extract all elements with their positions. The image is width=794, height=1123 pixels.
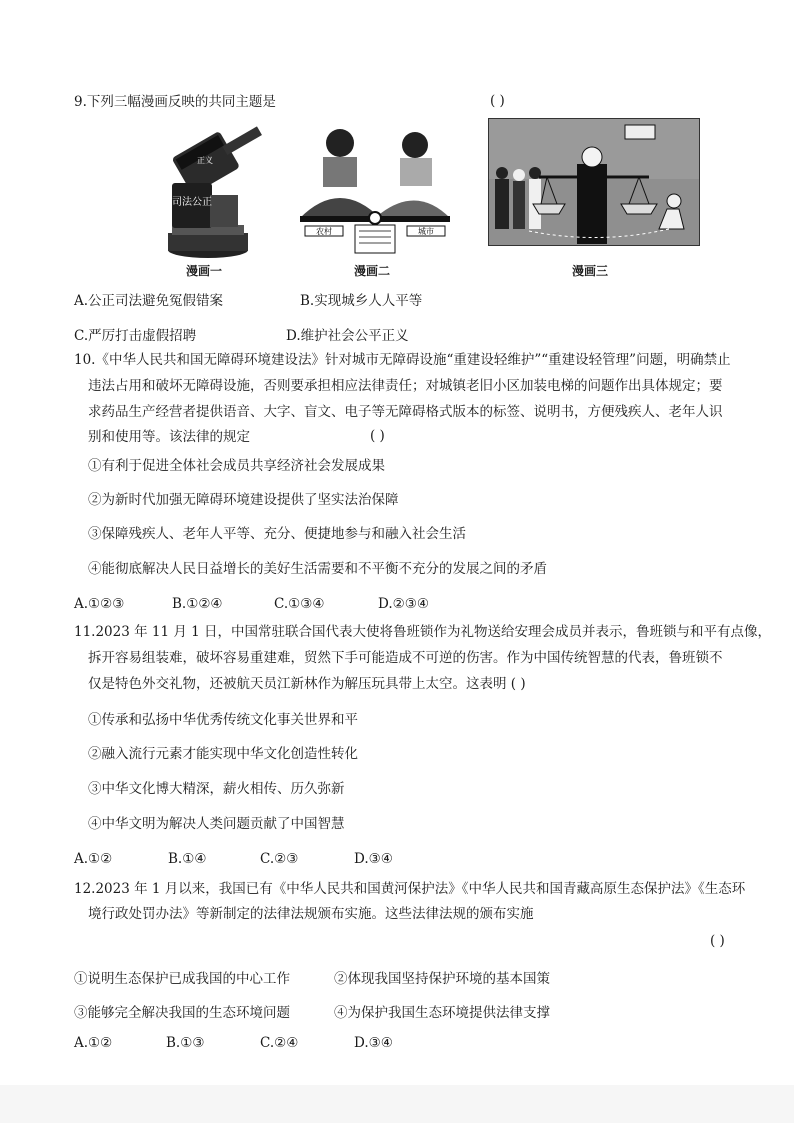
q12-item-3: ③能够完全解决我国的生态环境问题 <box>74 1005 290 1021</box>
caption-cartoon-1: 漫画一 <box>186 264 223 278</box>
caption-cartoon-2: 漫画二 <box>354 264 391 278</box>
q11-stem-line-3: 仅是特色外交礼物，还被航天员江新林作为解压玩具带上太空。这表明 ( ) <box>88 676 526 692</box>
q10-option-c: C.①③④ <box>274 596 325 612</box>
q10-stem-line-2: 违法占用和破坏无障碍设施，否则要承担相应法律责任；对城镇老旧小区加装电梯的问题作出具体规定；要 <box>88 378 723 394</box>
q9-option-b: B.实现城乡人人平等 <box>300 293 423 309</box>
q12-option-b: B.①③ <box>166 1035 205 1051</box>
q11-item-1: ①传承和弘扬中华优秀传统文化事关世界和平 <box>88 712 358 728</box>
cartoon-2-scale <box>295 123 455 260</box>
q10-stem-line-4: 别和使用等。该法律的规定 <box>88 429 250 445</box>
q9-option-a: A.公正司法避免冤假错案 <box>74 293 224 309</box>
q11-option-c: C.②③ <box>260 851 299 867</box>
q12-stem-line-2: 境行政处罚办法》等新制定的法律法规颁布实施。这些法律法规的颁布实施 <box>88 906 534 922</box>
q12-option-c: C.②④ <box>260 1035 299 1051</box>
q9-option-c: C.严厉打击虚假招聘 <box>74 328 197 344</box>
cartoon-2-label-urban: 城市 <box>418 227 434 236</box>
q11-item-2: ②融入流行元素才能实现中华文化创造性转化 <box>88 746 358 762</box>
q10-item-3: ③保障残疾人、老年人平等、充分、便捷地参与和融入社会生活 <box>88 526 466 542</box>
q11-option-d: D.③④ <box>354 851 393 867</box>
q9-stem: 9.下列三幅漫画反映的共同主题是 <box>74 94 276 110</box>
cartoon-2-label-rural: 农村 <box>316 227 332 236</box>
q10-stem-line-1: 10.《中华人民共和国无障碍环境建设法》针对城市无障碍设施“重建设轻维护”“重建设轻管理”问题，明确禁止 <box>74 352 731 368</box>
q10-option-b: B.①②④ <box>172 596 223 612</box>
q10-answer-paren: ( ) <box>370 428 385 444</box>
q10-item-4: ④能彻底解决人民日益增长的美好生活需要和不平衡不充分的发展之间的矛盾 <box>88 561 547 577</box>
q10-item-2: ②为新时代加强无障碍环境建设提供了坚实法治保障 <box>88 492 399 508</box>
q11-option-b: B.①④ <box>168 851 207 867</box>
q12-item-2: ②体现我国坚持保护环境的基本国策 <box>334 971 550 987</box>
caption-cartoon-3: 漫画三 <box>572 264 609 278</box>
page-bottom-margin <box>0 1085 794 1123</box>
q10-option-a: A.①②③ <box>74 596 125 612</box>
q10-item-1: ①有利于促进全体社会成员共享经济社会发展成果 <box>88 458 385 474</box>
q9-option-d: D.维护社会公平正义 <box>286 328 409 344</box>
cartoon-1-label-justice: 司法公正 <box>172 197 212 208</box>
q11-stem-line-2: 拆开容易组装难，破坏容易重建难，贸然下手可能造成不可逆的伤害。作为中国传统智慧的代表，鲁班锁不 <box>88 650 723 666</box>
q12-item-1: ①说明生态保护已成我国的中心工作 <box>74 971 290 987</box>
cartoon-3-balance-man <box>488 118 700 246</box>
q11-option-a: A.①② <box>74 851 113 867</box>
q12-answer-paren: ( ) <box>710 933 725 949</box>
q10-option-d: D.②③④ <box>378 596 429 612</box>
q12-option-d: D.③④ <box>354 1035 393 1051</box>
q12-option-a: A.①② <box>74 1035 113 1051</box>
q12-stem-line-1: 12.2023 年 1 月以来，我国已有《中华人民共和国黄河保护法》《中华人民共和国青藏高原生态保护法》《生态环 <box>74 881 746 897</box>
q10-stem-line-3: 求药品生产经营者提供语音、大字、盲文、电子等无障碍格式版本的标签、说明书，方便残疾人、老年人识 <box>88 404 723 420</box>
cartoon-1-gavel <box>150 125 265 260</box>
q9-answer-paren: ( ) <box>490 93 505 109</box>
q11-item-4: ④中华文明为解决人类问题贡献了中国智慧 <box>88 816 345 832</box>
q11-item-3: ③中华文化博大精深，薪火相传、历久弥新 <box>88 781 345 797</box>
q12-item-4: ④为保护我国生态环境提供法律支撑 <box>334 1005 550 1021</box>
q11-stem-line-1: 11.2023 年 11 月 1 日，中国常驻联合国代表大使将鲁班锁作为礼物送给安理会成员并表示，鲁班锁与和平有点像， <box>74 624 772 640</box>
cartoon-1-label-top: 正义 <box>197 156 213 165</box>
